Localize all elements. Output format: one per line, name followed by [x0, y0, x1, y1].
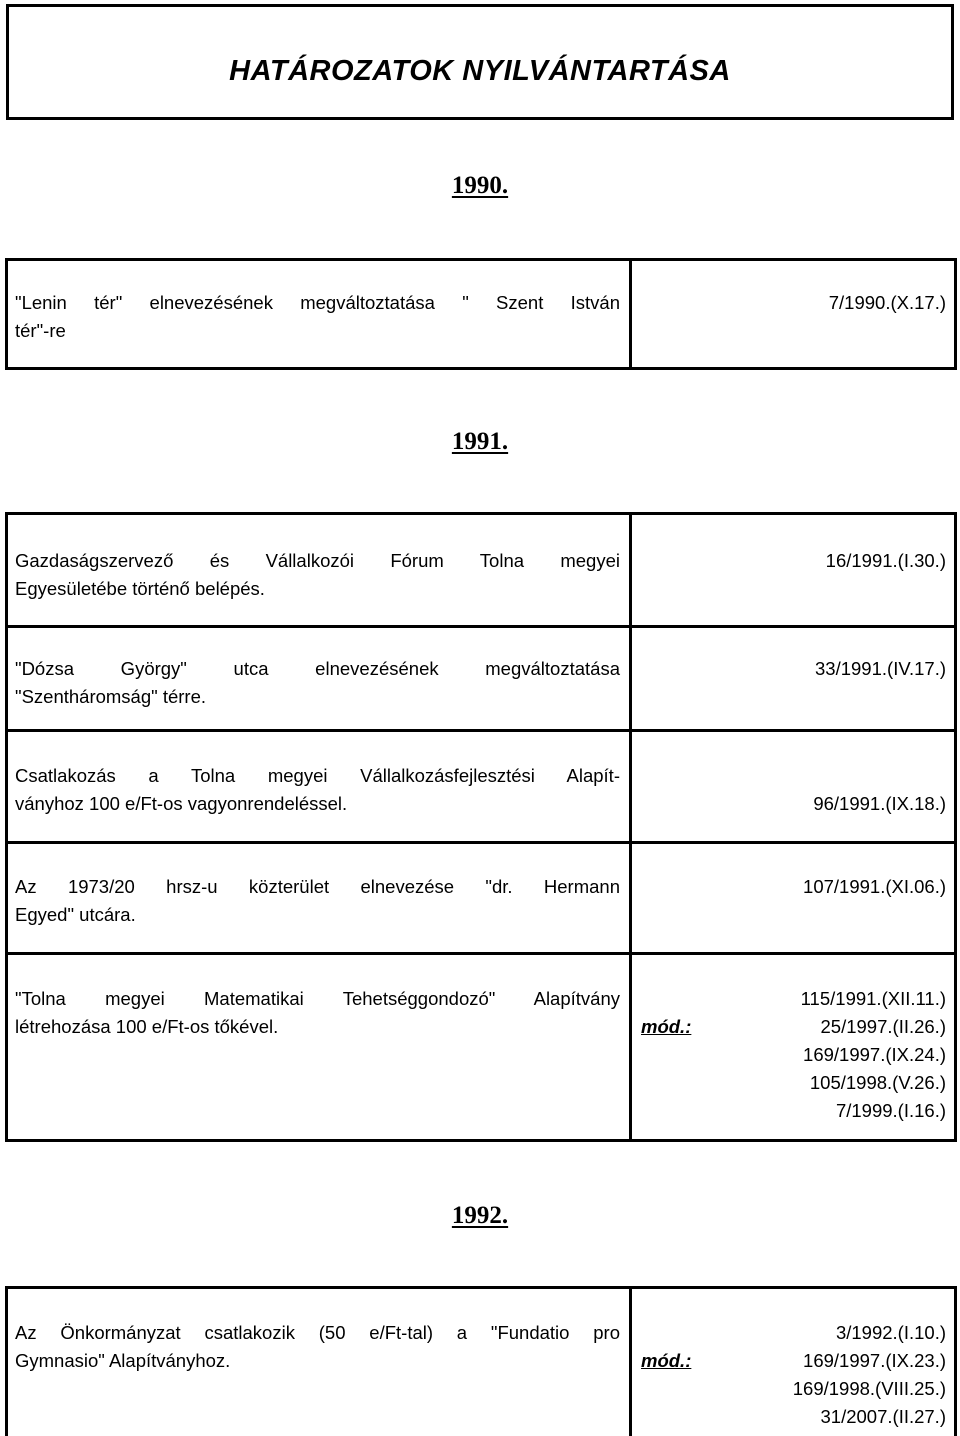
- resolution-refs: [646, 790, 946, 818]
- record-description: [15, 985, 620, 1041]
- description-line: Az Önkormányzat csatlakozik (50 e/Ft-tal) a "Fundatio pro: [15, 1322, 620, 1343]
- resolution-ref: 107/1991.(XI.06.): [803, 876, 946, 897]
- record-description: [15, 547, 620, 603]
- description-line: Gymnasio" Alapítványhoz.: [15, 1350, 231, 1371]
- description-line: "Tolna megyei Matematikai Tehetséggondozó" Alapítvány: [15, 988, 620, 1009]
- record-row: [5, 258, 957, 370]
- resolution-ref: 169/1998.(VIII.25.): [792, 1378, 946, 1399]
- year-heading-1990: 1990.: [451, 172, 509, 199]
- record-description: [15, 873, 620, 929]
- description-line: Egyesületébe történő belépés.: [15, 578, 265, 599]
- description-line: "Dózsa György" utca elnevezésének megváltoztatása: [15, 658, 620, 679]
- resolution-ref: 3/1992.(I.10.): [835, 1322, 946, 1343]
- description-line: Egyed" utcára.: [15, 904, 136, 925]
- year-heading-1991: 1991.: [451, 428, 509, 455]
- record-row: [5, 512, 957, 628]
- column-divider: [629, 732, 632, 841]
- column-divider: [629, 844, 632, 952]
- description-line: "Lenin tér" elnevezésének megváltoztatása " Szent István: [15, 292, 620, 313]
- resolution-ref: 96/1991.(IX.18.): [813, 793, 946, 814]
- record-description: [15, 1319, 620, 1375]
- record-row: [5, 625, 957, 732]
- resolution-ref: 7/1990.(X.17.): [828, 292, 946, 313]
- record-description: [15, 762, 620, 818]
- modification-label: mód.:: [641, 1350, 692, 1371]
- resolution-refs: [646, 289, 946, 317]
- resolution-ref: 25/1997.(II.26.): [820, 1016, 946, 1037]
- modification-label: mód.:: [641, 1016, 692, 1037]
- resolution-refs: [646, 985, 946, 1125]
- description-line: Csatlakozás a Tolna megyei Vállalkozásfejlesztési Alapít-: [15, 765, 620, 786]
- record-description: [15, 289, 620, 345]
- description-line: Gazdaságszervező és Vállalkozói Fórum Tolna megyei: [15, 550, 620, 571]
- column-divider: [629, 955, 632, 1139]
- record-row: [5, 841, 957, 955]
- resolution-refs: [646, 547, 946, 575]
- resolution-ref: 115/1991.(XII.11.): [800, 988, 946, 1009]
- description-line: tér"-re: [15, 320, 66, 341]
- page-title: HATÁROZATOK NYILVÁNTARTÁSA: [229, 55, 731, 87]
- description-line: létrehozása 100 e/Ft-os tőkével.: [15, 1016, 279, 1037]
- column-divider: [629, 515, 632, 625]
- record-row: [5, 729, 957, 844]
- column-divider: [629, 1289, 632, 1436]
- resolution-refs: [646, 1319, 946, 1431]
- description-line: ványhoz 100 e/Ft-os vagyonrendeléssel.: [15, 793, 348, 814]
- resolution-ref: 169/1997.(IX.23.): [803, 1350, 946, 1371]
- description-line: Az 1973/20 hrsz-u közterület elnevezése "dr. Hermann: [15, 876, 620, 897]
- record-row: [5, 952, 957, 1142]
- record-row: [5, 1286, 957, 1436]
- resolution-refs: [646, 873, 946, 901]
- resolution-ref: 7/1999.(I.16.): [835, 1100, 946, 1121]
- resolution-refs: [646, 655, 946, 683]
- resolution-ref: 169/1997.(IX.24.): [803, 1044, 946, 1065]
- title-box: [6, 4, 954, 120]
- year-heading-1992: 1992.: [451, 1202, 509, 1229]
- column-divider: [629, 261, 632, 367]
- resolution-ref: 105/1998.(V.26.): [809, 1072, 946, 1093]
- resolution-ref: 33/1991.(IV.17.): [815, 658, 946, 679]
- column-divider: [629, 628, 632, 729]
- resolution-ref: 31/2007.(II.27.): [820, 1406, 946, 1427]
- resolution-ref: 16/1991.(I.30.): [825, 550, 946, 571]
- description-line: "Szentháromság" térre.: [15, 686, 207, 707]
- record-description: [15, 655, 620, 711]
